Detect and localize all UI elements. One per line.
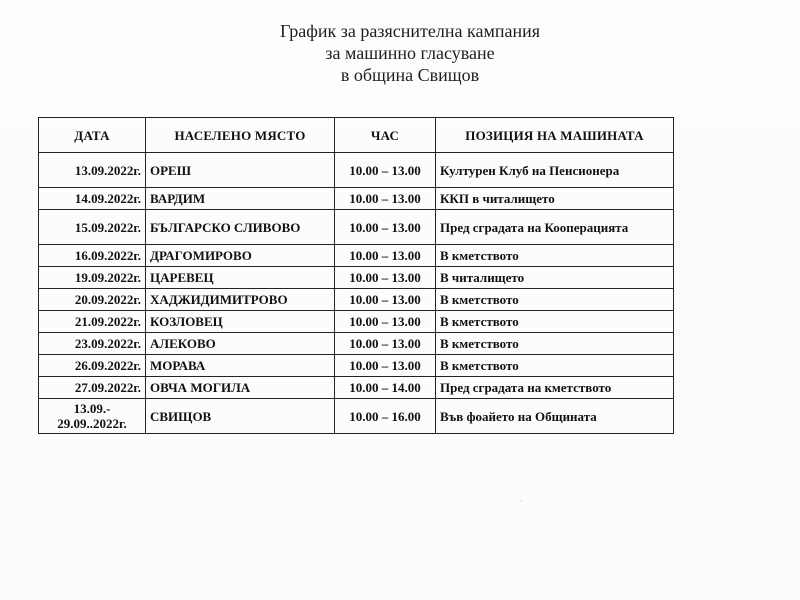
cell-place: СВИЩОВ	[146, 399, 335, 434]
cell-position: Пред сградата на Кооперацията	[436, 210, 674, 245]
cell-time: 10.00 – 13.00	[335, 210, 436, 245]
table-row	[39, 399, 674, 434]
cell-date: 19.09.2022г.	[39, 267, 146, 289]
cell-position: Във фоайето на Общината	[436, 399, 674, 434]
cell-date: 13.09.2022г.	[39, 153, 146, 188]
cell-date: 15.09.2022г.	[39, 210, 146, 245]
cell-place: ОВЧА МОГИЛА	[146, 377, 335, 399]
cell-time: 10.00 – 13.00	[335, 311, 436, 333]
cell-date: 21.09.2022г.	[39, 311, 146, 333]
cell-time: 10.00 – 13.00	[335, 188, 436, 210]
cell-date: 14.09.2022г.	[39, 188, 146, 210]
cell-time: 10.00 – 13.00	[335, 153, 436, 188]
document-title	[200, 20, 620, 86]
header-time: ЧАС	[335, 118, 436, 153]
cell-time: 10.00 – 13.00	[335, 289, 436, 311]
cell-position: В читалището	[436, 267, 674, 289]
cell-place: ДРАГОМИРОВО	[146, 245, 335, 267]
cell-time: 10.00 – 13.00	[335, 333, 436, 355]
cell-place: ХАДЖИДИМИТРОВО	[146, 289, 335, 311]
schedule-table	[38, 117, 674, 434]
header-date: ДАТА	[39, 118, 146, 153]
cell-place: МОРАВА	[146, 355, 335, 377]
table-row	[39, 245, 674, 267]
cell-position: ККП в читалището	[436, 188, 674, 210]
table-row	[39, 333, 674, 355]
cell-position: Културен Клуб на Пенсионера	[436, 153, 674, 188]
cell-place: БЪЛГАРСКО СЛИВОВО	[146, 210, 335, 245]
cell-time: 10.00 – 13.00	[335, 245, 436, 267]
table-row	[39, 210, 674, 245]
cell-place: ОРЕШ	[146, 153, 335, 188]
cell-position: В кметството	[436, 333, 674, 355]
cell-position: В кметството	[436, 289, 674, 311]
cell-position: В кметството	[436, 311, 674, 333]
table-row	[39, 267, 674, 289]
scan-speck	[520, 500, 522, 502]
table-row	[39, 188, 674, 210]
header-position: ПОЗИЦИЯ НА МАШИНАТА	[436, 118, 674, 153]
cell-time: 10.00 – 13.00	[335, 267, 436, 289]
table-row	[39, 355, 674, 377]
cell-time: 10.00 – 13.00	[335, 355, 436, 377]
cell-position: В кметството	[436, 355, 674, 377]
cell-place: АЛЕКОВО	[146, 333, 335, 355]
title-line-1: График за разяснителна кампания	[279, 21, 540, 41]
cell-position: Пред сградата на кметството	[436, 377, 674, 399]
table-row	[39, 311, 674, 333]
header-place: НАСЕЛЕНО МЯСТО	[146, 118, 335, 153]
cell-date: 27.09.2022г.	[39, 377, 146, 399]
cell-date: 20.09.2022г.	[39, 289, 146, 311]
cell-time: 10.00 – 14.00	[335, 377, 436, 399]
cell-place: ВАРДИМ	[146, 188, 335, 210]
cell-time: 10.00 – 16.00	[335, 399, 436, 434]
cell-date: 13.09.- 29.09..2022г.	[39, 399, 146, 434]
title-line-3: в община Свищов	[340, 65, 480, 85]
cell-place: КОЗЛОВЕЦ	[146, 311, 335, 333]
cell-date: 16.09.2022г.	[39, 245, 146, 267]
table-row	[39, 377, 674, 399]
title-line-2: за машинно гласуване	[325, 43, 495, 63]
cell-place: ЦАРЕВЕЦ	[146, 267, 335, 289]
table-row	[39, 153, 674, 188]
cell-date: 23.09.2022г.	[39, 333, 146, 355]
table-header-row	[39, 118, 674, 153]
table-row	[39, 289, 674, 311]
cell-date: 26.09.2022г.	[39, 355, 146, 377]
cell-position: В кметството	[436, 245, 674, 267]
